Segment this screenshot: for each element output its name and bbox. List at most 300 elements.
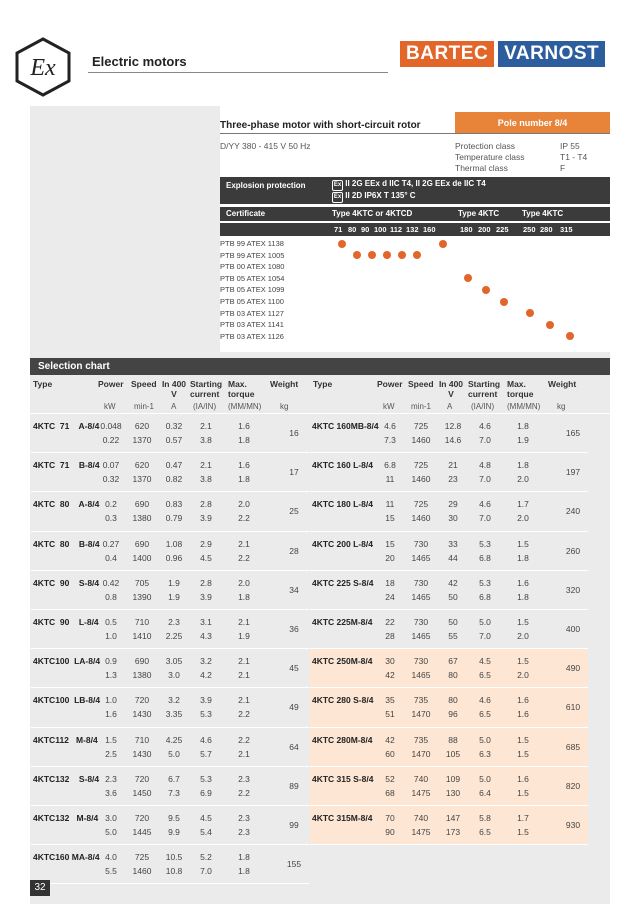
row-divider (31, 570, 309, 571)
certificate-row (220, 331, 610, 344)
row-type: 4KTC 200 L-8/4 (312, 538, 373, 549)
row-torque-value: 1.6 (517, 577, 529, 588)
row-torque-value: 1.5 (517, 748, 529, 759)
row-power-value: 5.5 (105, 866, 117, 877)
row-start-value: 3.1 (200, 617, 212, 627)
row-torque-value: 1.6 (238, 421, 250, 431)
col-speed: Speed (131, 379, 157, 389)
size-132: 132 (406, 225, 419, 234)
certificate-header (220, 207, 610, 221)
row-inn-value: 5.0 (168, 748, 180, 759)
row-start-value: 6.5 (479, 670, 491, 681)
row-speed-value: 1390 (132, 591, 152, 602)
row-power-value: 0.32 (102, 474, 120, 485)
row-start-value: 6.5 (479, 709, 491, 720)
row-inn-value: 0.57 (165, 435, 183, 445)
row-start-value: 7.0 (479, 474, 491, 485)
col-start: Starting current (190, 379, 223, 399)
row-speed-value: 725 (413, 421, 429, 431)
certificate-dot (546, 321, 554, 329)
row-speed-value: 1475 (411, 827, 431, 837)
row-inn-value: 3.0 (168, 670, 180, 681)
size-header (220, 223, 610, 236)
row-power-value: 51 (385, 709, 395, 720)
certificate-dot (526, 309, 534, 317)
col-speed-r: Speed (408, 379, 434, 389)
motor-title-divider (220, 133, 610, 134)
row-weight-value: 89 (289, 780, 299, 791)
row-weight-value: 99 (289, 820, 299, 830)
row-inn-value: 44 (448, 552, 458, 563)
unit-speed: min-1 (134, 402, 155, 411)
row-inn-value: 10.5 (165, 852, 183, 863)
row-inn-value: 88 (448, 734, 458, 745)
row-type: 4KTC 180 L-8/4 (312, 499, 373, 510)
size-250: 250 (523, 225, 536, 234)
pole-number-badge: Pole number 8/4 (455, 112, 610, 134)
row-type: 4KTC160 MA-8/4 (33, 852, 100, 863)
row-torque-value: 1.6 (238, 460, 250, 471)
row-power-value: 0.9 (105, 656, 117, 667)
row-divider (31, 648, 309, 649)
row-torque-value: 1.7 (517, 499, 529, 510)
row-torque-value: 2.0 (517, 631, 529, 641)
row-weight-value: 64 (289, 741, 299, 752)
col-type-r: Type (313, 379, 333, 389)
certificate-name: PTB 99 ATEX 1005 (220, 250, 285, 260)
prop-value-0: IP 55 (560, 141, 580, 151)
row-torque-value: 1.5 (517, 827, 529, 837)
row-inn-value: 67 (448, 656, 458, 667)
col-weight: Weight (270, 379, 299, 389)
row-start-value: 3.8 (200, 474, 212, 485)
row-speed-value: 1470 (411, 748, 431, 759)
row-weight-value: 45 (289, 663, 299, 674)
unit-speed-r: min-1 (411, 402, 432, 411)
row-type: 4KTC 250M-8/4 (312, 656, 373, 667)
row-speed-value: 705 (134, 577, 150, 588)
row-speed-value: 1430 (132, 748, 152, 759)
row-inn-value: 3.35 (165, 709, 183, 720)
row-type: 4KTC 315 S-8/4 (312, 773, 374, 784)
row-speed-value: 1445 (132, 827, 152, 837)
row-speed-value: 620 (134, 421, 150, 431)
motor-title: Three-phase motor with short-circuit rotor (220, 120, 421, 131)
row-speed-value: 1460 (411, 513, 431, 524)
row-divider (31, 844, 309, 845)
highlight-row-bg (310, 767, 588, 805)
row-inn-value: 6.7 (168, 773, 180, 784)
row-inn-value: 80 (448, 670, 458, 681)
row-inn-value: 7.3 (168, 787, 180, 798)
row-inn-value: 1.9 (168, 577, 180, 588)
row-power-value: 2.3 (105, 773, 117, 784)
row-start-value: 4.6 (479, 695, 491, 706)
row-start-value: 4.8 (479, 460, 491, 471)
brand-part-2: VARNOST (498, 41, 605, 67)
row-type: 4KTC 80 A-8/4 (33, 499, 100, 510)
brand-part-1: BARTEC (400, 41, 494, 67)
row-speed-value: 1475 (411, 787, 431, 798)
row-start-value: 5.3 (200, 709, 212, 720)
row-weight-value: 34 (289, 584, 299, 595)
row-start-value: 3.9 (200, 513, 212, 524)
row-start-value: 5.3 (200, 773, 212, 784)
row-torque-value: 1.5 (517, 734, 529, 745)
certificate-dot (368, 251, 376, 259)
row-weight-value: 260 (565, 545, 581, 556)
row-torque-value: 2.1 (238, 617, 250, 627)
row-torque-value: 1.5 (517, 656, 529, 667)
row-divider (310, 844, 588, 845)
row-divider (31, 531, 309, 532)
row-power-value: 0.4 (105, 552, 117, 563)
row-type: 4KTC 71 B-8/4 (33, 460, 100, 471)
col-in-r: In 400 V (438, 379, 464, 399)
row-start-value: 5.8 (479, 813, 491, 823)
row-inn-value: 173 (445, 827, 461, 837)
certificate-dot (566, 332, 574, 340)
row-power-value: 42 (385, 734, 395, 745)
unit-power-r: kW (383, 402, 395, 411)
row-weight-value: 36 (289, 624, 299, 634)
row-power-value: 4.6 (384, 421, 396, 431)
brand-logo (400, 41, 605, 67)
type-group-1: Type 4KTC (458, 209, 500, 218)
row-type: 4KTC 280M-8/4 (312, 734, 373, 745)
row-speed-value: 1370 (132, 435, 152, 445)
row-speed-value: 1410 (132, 631, 152, 641)
ex-hexagon-icon (12, 36, 74, 98)
row-speed-value: 1460 (411, 435, 431, 445)
unit-start: (IA/IN) (193, 402, 217, 411)
certificate-name: PTB 03 ATEX 1126 (220, 331, 284, 341)
row-speed-value: 740 (413, 773, 429, 784)
prop-value-2: F (560, 163, 566, 173)
row-power-value: 0.27 (102, 538, 120, 549)
row-torque-value: 1.5 (517, 787, 529, 798)
row-torque-value: 2.1 (238, 695, 250, 706)
highlight-row-bg (310, 649, 588, 687)
row-torque-value: 2.0 (517, 670, 529, 681)
ex-mark-icon: Ex (332, 192, 343, 203)
row-type: 4KTC 160MB-8/4 (312, 421, 379, 431)
row-power-value: 15 (385, 513, 395, 524)
row-weight-value: 28 (289, 545, 299, 556)
row-torque-value: 1.8 (238, 852, 250, 863)
row-speed-value: 720 (134, 695, 150, 706)
row-inn-value: 80 (448, 695, 458, 706)
row-weight-value: 320 (565, 584, 581, 595)
row-type: 4KTC 71 A-8/4 (33, 421, 100, 431)
row-power-value: 70 (385, 813, 395, 823)
row-weight-value: 197 (565, 467, 581, 478)
row-speed-value: 730 (413, 656, 429, 667)
row-power-value: 35 (385, 695, 395, 706)
row-start-value: 6.8 (479, 552, 491, 563)
row-torque-value: 2.1 (238, 656, 250, 667)
row-torque-value: 1.9 (238, 631, 250, 641)
row-torque-value: 2.0 (517, 474, 529, 485)
certificate-dot (439, 240, 447, 248)
unit-in-r: A (447, 402, 453, 411)
row-power-value: 0.048 (100, 421, 122, 431)
row-weight-value: 820 (565, 780, 581, 791)
row-power-value: 1.0 (105, 695, 117, 706)
row-type: 4KTC100 LB-8/4 (33, 695, 101, 706)
row-power-value: 1.6 (105, 709, 117, 720)
row-torque-value: 1.9 (517, 435, 529, 445)
unit-weight-r: kg (557, 402, 566, 411)
certificate-dot (413, 251, 421, 259)
header-divider-line (30, 413, 610, 414)
row-power-value: 15 (385, 538, 395, 549)
row-start-value: 6.3 (479, 748, 491, 759)
row-power-value: 68 (385, 787, 395, 798)
certificate-label: Certificate (226, 209, 266, 218)
row-speed-value: 1470 (411, 709, 431, 720)
row-divider (31, 805, 309, 806)
side-panel (30, 106, 220, 352)
row-inn-value: 1.08 (165, 538, 183, 549)
certificate-name: PTB 03 ATEX 1127 (220, 308, 284, 318)
row-torque-value: 2.1 (238, 538, 250, 549)
certificate-name: PTB 99 ATEX 1138 (220, 239, 284, 248)
size-160: 160 (423, 225, 436, 234)
row-torque-value: 1.8 (238, 866, 250, 877)
row-weight-value: 400 (565, 624, 581, 634)
row-power-value: 90 (385, 827, 395, 837)
row-start-value: 3.2 (200, 656, 212, 667)
row-power-value: 28 (385, 631, 395, 641)
size-200: 200 (478, 225, 491, 234)
row-inn-value: 2.3 (168, 617, 180, 627)
row-inn-value: 1.9 (168, 591, 180, 602)
row-start-value: 4.6 (479, 421, 491, 431)
row-power-value: 0.5 (105, 617, 117, 627)
row-start-value: 7.0 (479, 435, 491, 445)
row-weight-value: 16 (289, 428, 299, 438)
explosion-label: Explosion protection (226, 181, 306, 190)
explosion-line-2: Ex II 2D IP6X T 135° C (332, 191, 416, 203)
row-speed-value: 1465 (411, 670, 431, 681)
row-inn-value: 130 (445, 787, 461, 798)
row-power-value: 3.0 (105, 813, 117, 823)
row-speed-value: 740 (413, 813, 429, 823)
row-type: 4KTC100 LA-8/4 (33, 656, 101, 667)
row-speed-value: 725 (413, 499, 429, 510)
row-inn-value: 23 (448, 474, 458, 485)
row-start-value: 4.5 (200, 813, 212, 823)
row-type: 4KTC 160 L-8/4 (312, 460, 373, 471)
row-torque-value: 1.8 (238, 591, 250, 602)
row-start-value: 7.0 (479, 631, 491, 641)
row-start-value: 7.0 (200, 866, 212, 877)
row-start-value: 4.6 (479, 499, 491, 510)
row-inn-value: 14.6 (444, 435, 462, 445)
col-power: Power (98, 379, 124, 389)
row-start-value: 4.5 (200, 552, 212, 563)
row-speed-value: 1400 (132, 552, 152, 563)
row-torque-value: 1.5 (517, 617, 529, 627)
col-torque: Max. torque (228, 379, 255, 399)
row-start-value: 6.9 (200, 787, 212, 798)
row-speed-value: 1450 (132, 787, 152, 798)
row-start-value: 5.2 (200, 852, 212, 863)
row-torque-value: 1.5 (517, 538, 529, 549)
row-torque-value: 2.2 (238, 787, 250, 798)
row-inn-value: 21 (448, 460, 458, 471)
certificate-name: PTB 05 ATEX 1100 (220, 297, 284, 306)
row-power-value: 0.3 (105, 513, 117, 524)
row-speed-value: 1430 (132, 709, 152, 720)
row-speed-value: 720 (134, 813, 150, 823)
certificate-dot (338, 240, 346, 248)
col-torque-r: Max. torque (507, 379, 534, 399)
row-torque-value: 2.2 (238, 734, 250, 745)
certificate-name: PTB 03 ATEX 1141 (220, 320, 284, 330)
row-inn-value: 9.5 (168, 813, 180, 823)
row-torque-value: 1.7 (517, 813, 529, 823)
row-speed-value: 1460 (132, 866, 152, 877)
row-inn-value: 29 (448, 499, 458, 510)
row-start-value: 3.9 (200, 695, 212, 706)
row-start-value: 4.3 (200, 631, 212, 641)
row-power-value: 1.5 (105, 734, 117, 745)
row-power-value: 11 (385, 474, 395, 485)
row-torque-value: 1.8 (517, 421, 529, 431)
row-inn-value: 50 (448, 591, 458, 602)
certificate-name: PTB 05 ATEX 1099 (220, 285, 285, 295)
size-225: 225 (496, 225, 509, 234)
size-100: 100 (374, 225, 387, 234)
row-divider (31, 491, 309, 492)
row-weight-value: 49 (289, 702, 299, 713)
row-speed-value: 1465 (411, 631, 431, 641)
row-weight-value: 17 (289, 467, 299, 478)
row-inn-value: 30 (448, 513, 458, 524)
col-power-r: Power (377, 379, 403, 389)
row-inn-value: 96 (448, 709, 458, 720)
certificate-dot (500, 298, 508, 306)
row-divider (31, 766, 309, 767)
row-torque-value: 1.8 (238, 474, 250, 485)
row-torque-value: 2.1 (238, 670, 250, 681)
row-speed-value: 710 (134, 734, 150, 745)
row-inn-value: 2.25 (165, 631, 183, 641)
selection-chart-title: Selection chart (30, 358, 610, 375)
row-inn-value: 0.47 (165, 460, 183, 471)
row-start-value: 3.9 (200, 591, 212, 602)
row-inn-value: 4.25 (165, 734, 183, 745)
row-type: 4KTC 225M-8/4 (312, 617, 373, 627)
size-112: 112 (390, 225, 403, 234)
unit-torque: (MM/MN) (228, 402, 262, 411)
type-group-2: Type 4KTC (522, 209, 564, 218)
row-torque-value: 1.6 (517, 709, 529, 720)
certificate-dot (398, 251, 406, 259)
row-start-value: 5.3 (479, 577, 491, 588)
row-torque-value: 1.8 (517, 591, 529, 602)
row-power-value: 7.3 (384, 435, 396, 445)
row-start-value: 2.8 (200, 499, 212, 510)
col-weight-r: Weight (548, 379, 577, 389)
row-inn-value: 0.79 (165, 513, 183, 524)
unit-torque-r: (MM/MN) (507, 402, 541, 411)
prop-label-0: Protection class (455, 141, 515, 151)
row-divider (310, 570, 588, 571)
explosion-line-1: Ex II 2G EEx d IIC T4, II 2G EEx de IIC T4 (332, 179, 486, 191)
certificate-dot (353, 251, 361, 259)
row-torque-value: 2.2 (238, 552, 250, 563)
row-weight-value: 610 (565, 702, 581, 713)
row-inn-value: 3.2 (168, 695, 180, 706)
row-inn-value: 105 (445, 748, 461, 759)
row-speed-value: 690 (134, 499, 150, 510)
prop-label-1: Temperature class (455, 152, 525, 162)
row-inn-value: 0.32 (165, 421, 183, 431)
row-torque-value: 2.2 (238, 709, 250, 720)
row-inn-value: 0.96 (165, 552, 183, 563)
row-start-value: 6.4 (479, 787, 491, 798)
row-speed-value: 1460 (411, 474, 431, 485)
row-torque-value: 2.2 (238, 513, 250, 524)
row-torque-value: 2.0 (238, 577, 250, 588)
row-type: 4KTC 80 B-8/4 (33, 538, 100, 549)
row-inn-value: 147 (445, 813, 461, 823)
row-torque-value: 2.0 (517, 513, 529, 524)
ex-mark-icon: Ex (332, 180, 343, 191)
row-speed-value: 730 (413, 617, 429, 627)
row-start-value: 3.8 (200, 435, 212, 445)
row-divider (310, 452, 588, 453)
row-start-value: 5.0 (479, 773, 491, 784)
row-inn-value: 42 (448, 577, 458, 588)
row-inn-value: 0.82 (165, 474, 183, 485)
row-inn-value: 3.05 (165, 656, 183, 667)
row-power-value: 20 (385, 552, 395, 563)
row-weight-value: 685 (565, 741, 581, 752)
row-start-value: 7.0 (479, 513, 491, 524)
size-180: 180 (460, 225, 473, 234)
row-power-value: 3.6 (105, 787, 117, 798)
unit-in: A (171, 402, 177, 411)
col-in: In 400 V (161, 379, 187, 399)
row-start-value: 5.3 (479, 538, 491, 549)
row-torque-value: 1.8 (517, 460, 529, 471)
row-weight-value: 155 (286, 859, 302, 870)
row-torque-value: 2.3 (238, 773, 250, 784)
row-divider (31, 687, 309, 688)
size-90: 90 (361, 225, 370, 234)
row-power-value: 0.42 (102, 577, 120, 588)
row-divider (31, 883, 309, 884)
row-start-value: 2.1 (200, 421, 212, 431)
row-speed-value: 735 (413, 734, 429, 745)
row-type: 4KTC132 M-8/4 (33, 813, 99, 823)
row-type: 4KTC 90 S-8/4 (33, 577, 100, 588)
row-power-value: 0.22 (102, 435, 120, 445)
row-power-value: 52 (385, 773, 395, 784)
voltage-text: D/YY 380 - 415 V 50 Hz (220, 141, 311, 151)
row-weight-value: 240 (565, 506, 581, 517)
row-speed-value: 730 (413, 577, 429, 588)
row-power-value: 2.5 (105, 748, 117, 759)
row-inn-value: 55 (448, 631, 458, 641)
row-start-value: 2.1 (200, 460, 212, 471)
row-speed-value: 720 (134, 773, 150, 784)
row-inn-value: 33 (448, 538, 458, 549)
